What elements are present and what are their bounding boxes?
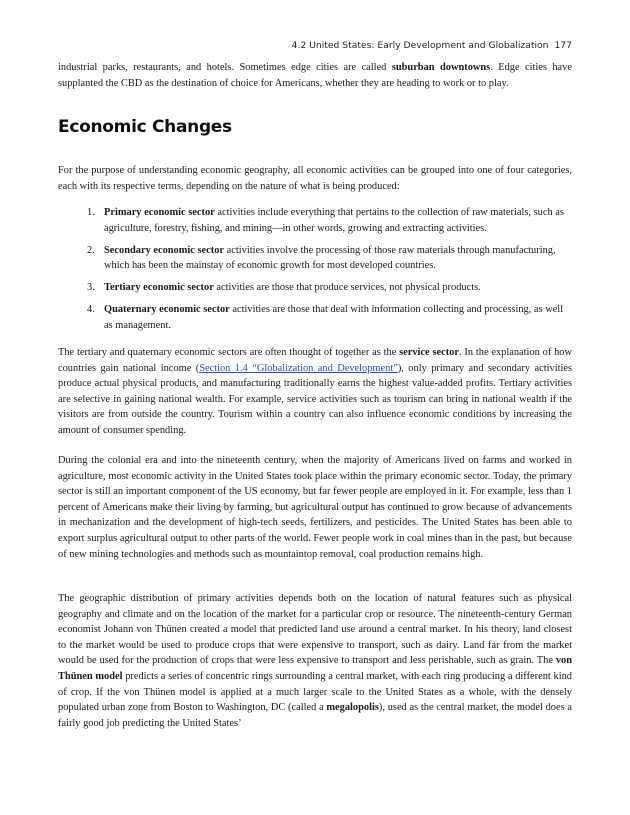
paragraph-colonial-era: During the colonial era and into the nineteenth century, when the majority of Americans lived on farms and worked in agriculture, most economic activity in the United States took place within the primary economic sector. Today, the primary sector is still an important component of the US economy, but far fewer people are employed in it. For example, less than 1 percent of Americans make their living by farming, but agricultural output has continued to grow because of advancements in mechanization and the development of high-tech seeds, fertilizers, and pesticides. The United States has been able to export surplus agricultural output to other parts of the world. Fewer people work in coal mines than in the past, but because of new mining technologies and methods such as mountaintop removal, coal production remains high. xyxy=(58,455,572,560)
text-run: activities include everything that pertains to the collection of raw materials, such as agriculture, forestry, fishing, and mining—in other words, growing and extracting activities. xyxy=(104,207,564,234)
term-tertiary-sector: Tertiary economic sector xyxy=(104,282,214,294)
paragraph-edge-cities xyxy=(58,60,572,91)
text-run: activities involve the processing of those raw materials through manufacturing, which has been the mainstay of economic growth for most developed countries. xyxy=(104,244,556,272)
paragraph-geographic-distribution xyxy=(58,591,572,731)
text-run: The tertiary and quaternary economic sectors are often thought of together as the xyxy=(58,347,400,358)
text-run: ), only primary and secondary activities produce actual physical products, and manufacturing traditionally earns the highest value-added profits. Tertiary activities are selective in gaining national wealth. For example, service activities such as tourism can bring in national wealth if the visitors are from outside the country. Tourism within a country can also influence economic conditions by increasing the amount of consumer spending. xyxy=(58,362,573,436)
text-run: industrial parks, restaurants, and hotels. Sometimes edge cities are called xyxy=(58,62,392,73)
text-run: predicts a series of concentric rings surrounding a central market, with each ring producing a different kind of crop. If the von Thünen model is applied at a much larger scale to the United States as a whole, with the densely populated urban zone from Boston to Washington, DC (called a xyxy=(58,670,572,714)
text-run: . In the explanation of how countries gain national income ( xyxy=(58,347,572,374)
term-secondary-sector: Secondary economic sector xyxy=(104,244,225,256)
header-section-title: 4.2 United States: Early Development and Globalization xyxy=(291,40,549,51)
list-number: 3. xyxy=(87,282,95,294)
term-megalopolis: megalopolis xyxy=(326,702,379,714)
text-run: ), used as the central market, the model does a fairly good job predicting the United States’ xyxy=(58,702,572,729)
list-item xyxy=(58,243,572,274)
list-number: 1. xyxy=(87,207,95,218)
paragraph-intro: For the purpose of understanding economic geography, all economic activities can be grouped into one of four categories, each with its respective terms, depending on the nature of what is being produced: xyxy=(58,165,572,192)
list-item-text xyxy=(104,243,568,274)
list-item xyxy=(58,280,572,296)
text-run: activities are those that produce services, not physical products. xyxy=(213,282,481,294)
term-suburban-downtowns: suburban downtowns xyxy=(391,62,491,73)
term-von-thunen-model: von Thünen model xyxy=(58,655,572,682)
list-number: 2. xyxy=(87,244,95,256)
header-page-number: 177 xyxy=(554,40,572,51)
term-quaternary-sector: Quaternary economic sector xyxy=(104,304,230,316)
list-item xyxy=(58,302,572,333)
text-run: The geographic distribution of primary activities depends both on the location of natural features such as physical geography and climate and on the location of the market for a particular crop or resource. The nineteenth-century German economist Johann von Thünen created a model that predicted land use around a central market. In his theory, land closest to the market would be used to produce crops that were expensive to transport, such as dairy. Land far from the market would be used for the production of crops that were less expensive to transport and less perishable, such as grain. The xyxy=(58,593,572,667)
list-item xyxy=(58,205,572,236)
section-heading: Economic Changes xyxy=(58,117,232,137)
running-header xyxy=(292,38,572,54)
section-cross-reference-link[interactable]: Section 1.4 “Globalization and Development” xyxy=(199,362,398,374)
paragraph-service-sector xyxy=(58,345,572,439)
sector-list xyxy=(58,205,572,340)
list-number: 4. xyxy=(87,304,95,316)
list-item-text xyxy=(104,280,568,296)
term-primary-sector: Primary economic sector xyxy=(104,207,215,218)
list-item-text xyxy=(104,302,568,333)
text-run: . Edge cities have supplanted the CBD as the destination of choice for Americans, whether they are heading to work or to play. xyxy=(58,62,572,89)
list-item-text xyxy=(104,205,568,236)
term-service-sector: service sector xyxy=(399,347,459,358)
text-run: activities are those that deal with information collecting and processing, as well as management. xyxy=(104,304,564,332)
